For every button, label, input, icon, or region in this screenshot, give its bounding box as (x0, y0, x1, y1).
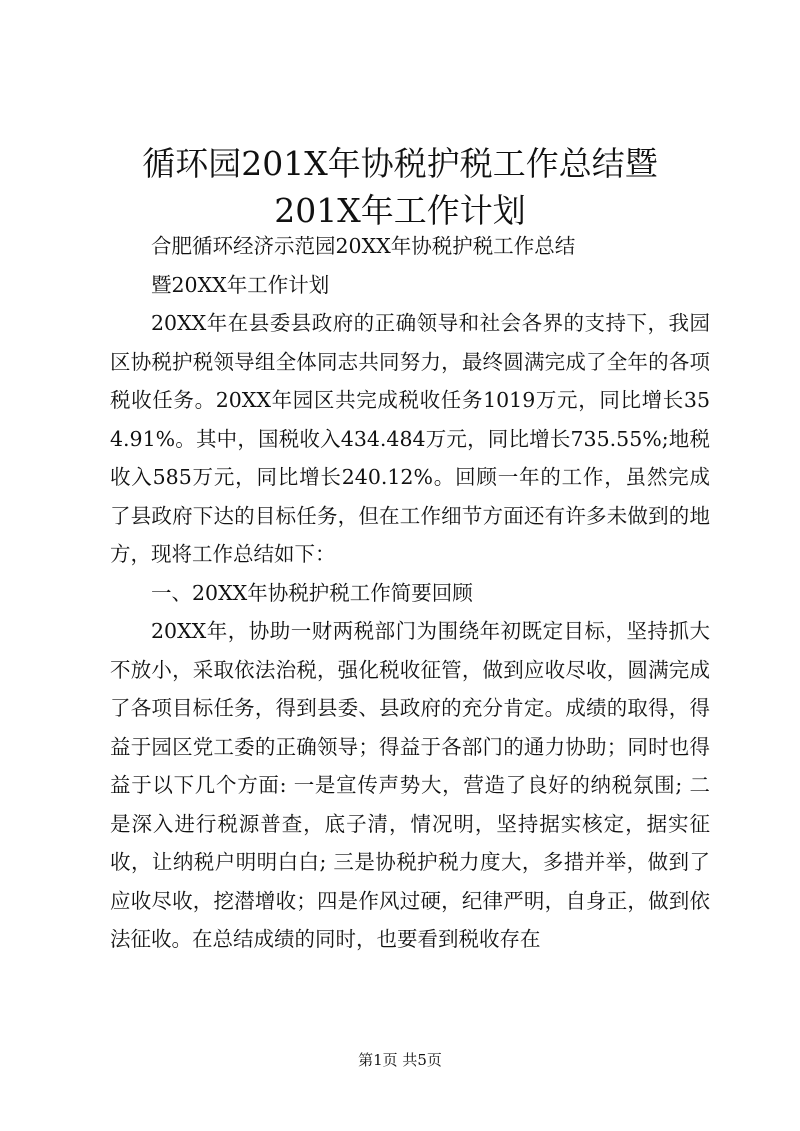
page-footer: 第1页 共5页 (358, 1051, 442, 1069)
document-body (110, 227, 710, 959)
document-title: 循环园201X年协税护税工作总结暨201X年工作计划 (142, 144, 658, 230)
subtitle-line-1: 合肥循环经济示范园20XX年协税护税工作总结 (151, 234, 576, 258)
review-paragraph: 20XX年，协助一财两税部门为围绕年初既定目标，坚持抓大不放小，采取依法治税，强化税收征管，做到应收尽收，圆满完成了各项目标任务，得到县委、县政府的充分肯定。成绩的取得，得益于园区党工委的正确领导；得益于各部门的通力协助；同时也得益于以下几个方面: 一是宣传声势大，营造了良好的纳税氛围; 二是深入进行税源普查，底子清，情况明，坚持据实核定，据实征收，让纳税户明明白白; 三是协税护税力度大，多措并举，做到了应收尽收，挖潜增收；四是作风过硬，纪律严明，自身正，做到依法征收。在总结成绩的同时，也要看到税收存在 (110, 619, 710, 951)
section-heading-1: 一、20XX年协税护税工作简要回顾 (151, 580, 473, 605)
intro-paragraph: 20XX年在县委县政府的正确领导和社会各界的支持下，我园区协税护税领导组全体同志共同努力，最终圆满完成了全年的各项税收任务。20XX年园区共完成税收任务1019万元，同比增长354.91%。其中，国税收入434.484万元，同比增长735.55%;地税收入585万元，同比增长240.12%。回顾一年的工作，虽然完成了县政府下达的目标任务，但在工作细节方面还有许多未做到的地方，现将工作总结如下： (110, 311, 710, 566)
subtitle-line-2: 暨20XX年工作计划 (151, 272, 330, 297)
